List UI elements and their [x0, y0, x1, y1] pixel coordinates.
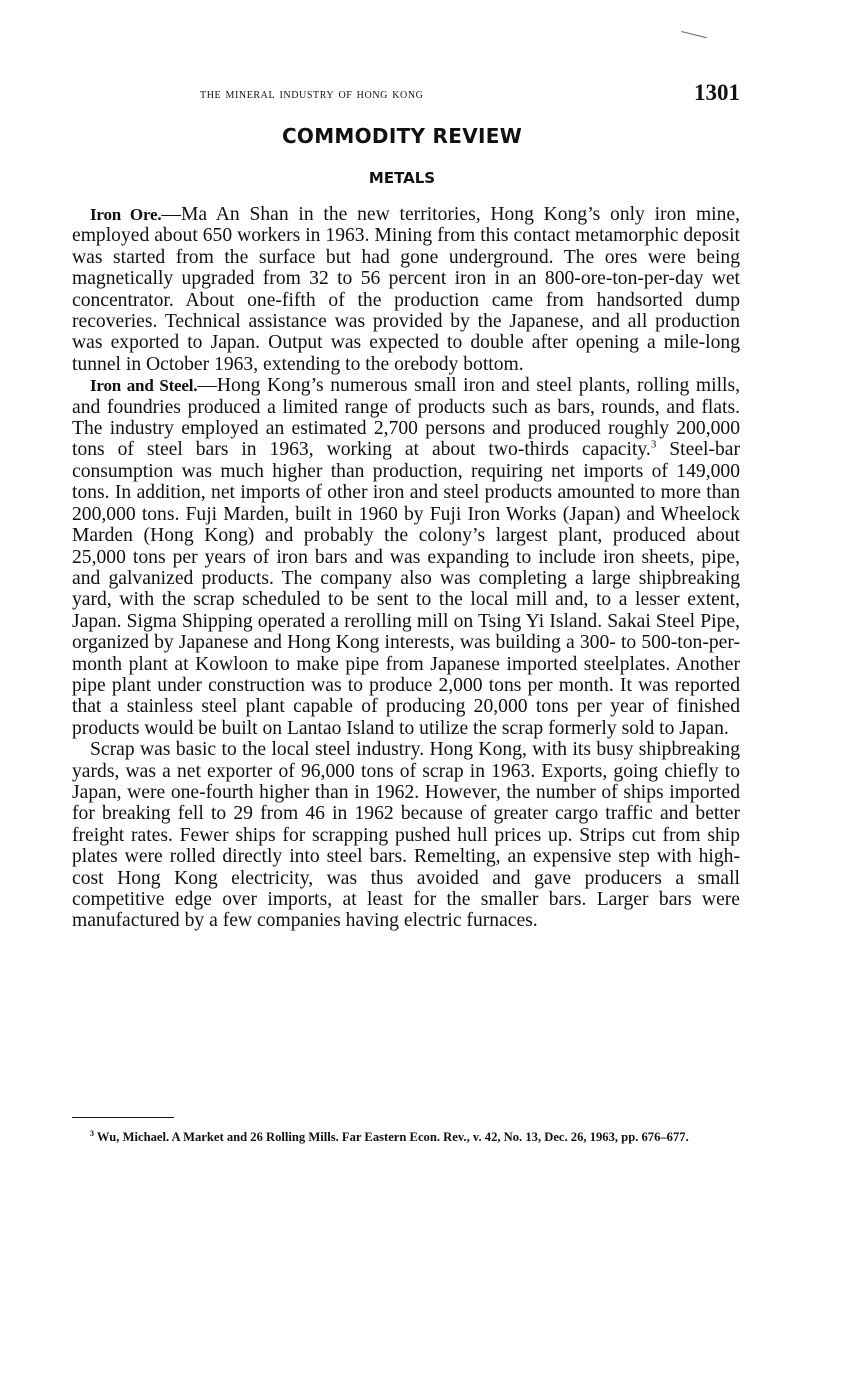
running-title: the mineral industry of hong kong	[200, 86, 424, 102]
paragraph-iron-steel	[72, 375, 740, 739]
footnote-text: Wu, Michael. A Market and 26 Rolling Mills. Far Eastern Econ. Rev., v. 42, No. 13, Dec. 26, 1963, pp. 676–677.	[96, 1130, 689, 1144]
run-in-heading-iron-ore: Iron Ore.	[90, 205, 162, 224]
footnote-mark: 3	[90, 1128, 94, 1138]
footnote-reference[interactable]: 3	[650, 438, 657, 451]
paragraph-iron-ore	[72, 204, 740, 375]
section-title: COMMODITY REVIEW	[281, 124, 523, 148]
paragraph-text: —Ma An Shan in the new territories, Hong Kong’s only iron mine, employed about 650 workers in 1963. Mining from this contact metamorphic deposit was started from the surface but had gone underground. The ores were being magnetically upgraded from 32 to 56 percent iron in an 800-ore-ton-per-day wet concentrator. About one-fifth of the production came from handsorted dump recoveries. Technical assistance was provided by the Japanese, and all production was exported to Japan. Output was expected to double after opening a mile-long tunnel in October 1963, extending to the orebody bottom.	[72, 204, 741, 375]
paragraph-text: —Hong Kong’s numerous small iron and steel plants, rolling mills, and foundries produced a limited range of products such as bars, rounds, and flats. The industry employed an estimated 2,700 persons and produced roughly 200,000 tons of steel bars in 1963, working at about two-thirds capacity.	[72, 375, 740, 461]
page-number: 1301	[694, 80, 740, 105]
footnote	[72, 1130, 742, 1144]
running-header	[72, 80, 744, 108]
scan-mark	[679, 31, 706, 46]
paragraph-text: Steel-bar consumption was much higher than production, requiring net imports of 149,000 tons. In addition, net imports of other iron and steel products amounted to more than 200,000 tons. Fuji Marden, built in 1960 by Fuji Iron Works (Japan) and Wheelock Marden (Hong Kong) and probably the colony’s largest plant, produced about 25,000 tons per years of iron bars and was expanding to include iron sheets, pipe, and galvanized products. The company also was completing a large shipbreaking yard, with the scrap scheduled to be sent to the local mill and, to a lesser extent, Japan. Sigma Shipping operated a rerolling mill on Tsing Yi Island. Sakai Steel Pipe, organized by Japanese and Hong Kong interests, was building a 300- to 500-ton-per-month plant at Kowloon to make pipe from Japanese imported steelplates. Another pipe plant under construction was to produce 2,000 tons per month. It was reported that a stainless steel plant capable of producing 20,000 tons per year of finished products would be built on Lantao Island to utilize the scrap formerly sold to Japan.	[72, 439, 741, 739]
subsection-title: METALS	[368, 169, 436, 187]
run-in-heading-iron-steel: Iron and Steel.	[90, 376, 198, 396]
footnote-divider	[72, 1117, 174, 1118]
paragraph-text: Scrap was basic to the local steel industry. Hong Kong, with its busy shipbreaking yards, was a net exporter of 96,000 tons of scrap in 1963. Exports, going chiefly to Japan, were one-fourth higher than in 1962. However, the number of ships imported for breaking fell to 29 from 46 in 1962 because of greater cargo traffic and better freight rates. Fewer ships for scrapping pushed hull prices up. Strips cut from ship plates were rolled directly into steel bars. Remelting, an expensive step with high-cost Hong Kong electricity, was thus avoided and gave producers a small competitive edge over imports, at least for the smaller bars. Larger bars were manufactured by a few companies having electric furnaces.	[72, 739, 740, 932]
paragraph-scrap	[72, 739, 740, 932]
body-text	[72, 204, 740, 932]
